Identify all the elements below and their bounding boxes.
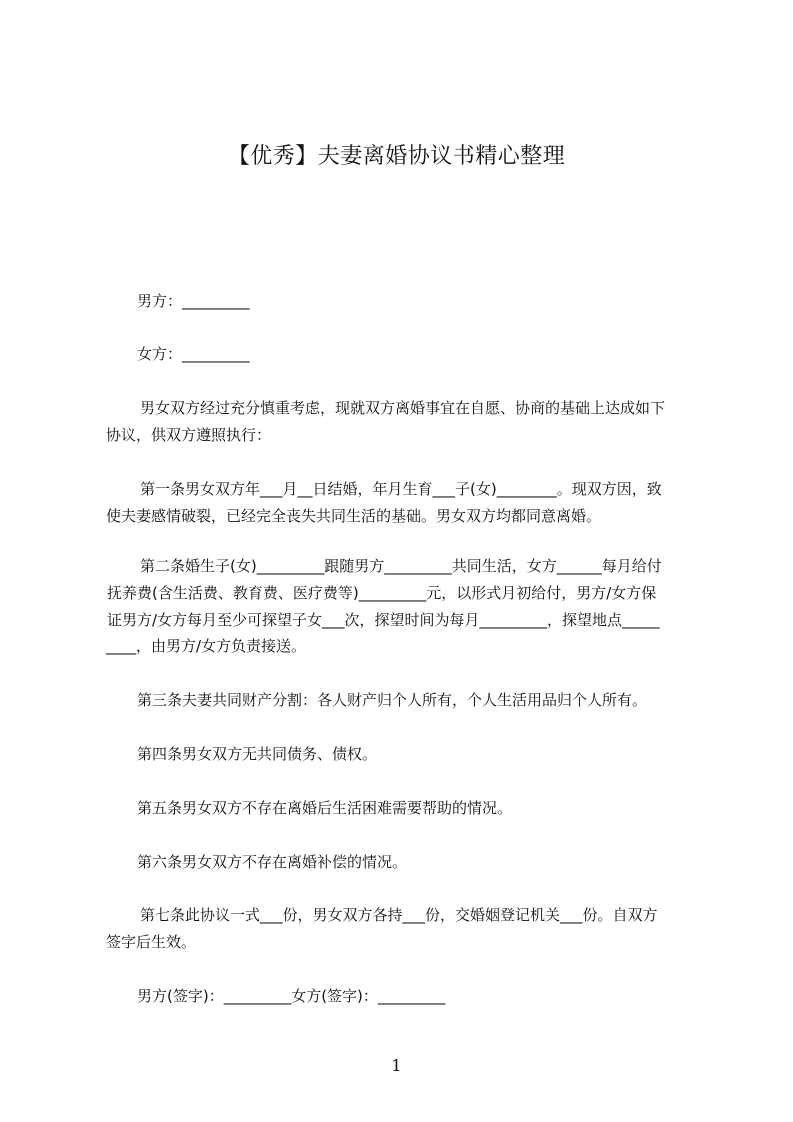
article-3: 第三条夫妻共同财产分割：各人财产归个人所有，个人生活用品归个人所有。 [137, 691, 648, 709]
article-6: 第六条男女双方不存在离婚补偿的情况。 [137, 853, 408, 871]
article-7-line-1: 第七条此协议一式___份，男女双方各持___份，交婚姻登记机关___份。自双方 [140, 906, 658, 924]
article-1-line-2: 使夫妻感情破裂，已经完全丧失共同生活的基础。男女双方均都同意离婚。 [106, 507, 602, 525]
article-5: 第五条男女双方不存在离婚后生活困难需要帮助的情况。 [137, 799, 513, 817]
page-number: 1 [391, 1056, 402, 1075]
article-2-line-2: 抚养费(含生活费、教育费、医疗费等)_________元，以形式月初给付，男方/女方保 [107, 584, 657, 602]
article-7-line-2: 签字后生效。 [106, 933, 197, 951]
article-4: 第四条男女双方无共同债务、债权。 [137, 745, 378, 763]
document-title: 【优秀】夫妻离婚协议书精心整理 [227, 144, 566, 169]
article-1-line-1: 第一条男女双方年___月__日结婚，年月生育___子(女)________。现双方因，致 [140, 480, 662, 498]
intro-line-1: 男女双方经过充分慎重考虑，现就双方离婚事宜在自愿、协商的基础上达成如下 [140, 399, 666, 417]
male-party-line: 男方：_________ [137, 292, 250, 310]
intro-line-2: 协议，供双方遵照执行： [106, 426, 272, 444]
article-2-line-4: ____，由男方/女方负责接送。 [106, 637, 307, 655]
article-2-line-1: 第二条婚生子(女)_________跟随男方_________共同生活，女方______每月给付 [140, 557, 662, 575]
signature-line: 男方(签字)：_________女方(签字)：_________ [137, 987, 446, 1005]
female-party-line: 女方：_________ [137, 345, 250, 363]
article-2-line-3: 证男方/女方每月至少可探望子女___次，探望时间为每月_________，探望地点_____ [107, 611, 660, 629]
